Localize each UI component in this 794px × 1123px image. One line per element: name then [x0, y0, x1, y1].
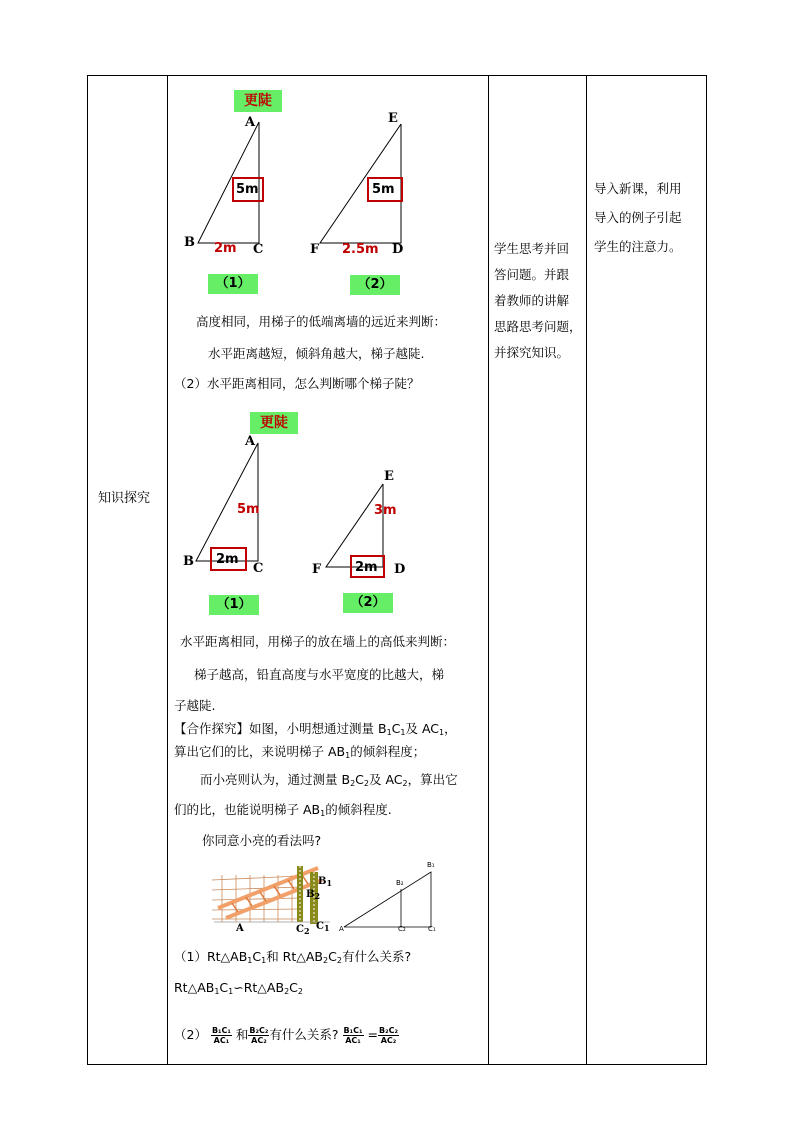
- intent-line: 导入新课，利用: [594, 181, 682, 196]
- paragraph: 水平距离越短，倾斜角越大，梯子越陡.: [208, 346, 425, 361]
- question-1: $(1)Rt\triangle AB_1C_1$和 $Rt\triangle AB_2C_2$有什么关系?: [174, 949, 412, 965]
- steeper-label: 更陡: [234, 90, 282, 112]
- similar-triangles: [344, 872, 431, 927]
- intent-line: 学生的注意力。: [594, 239, 682, 254]
- diagram-label: B₂: [396, 879, 404, 887]
- paragraph: 高度相同，用梯子的低端离墙的远近来判断：: [196, 314, 447, 329]
- photo-label: A: [236, 923, 244, 934]
- point-label: D: [392, 242, 404, 257]
- diagram-label: A: [339, 925, 344, 933]
- paragraph: 子越陡.: [174, 698, 216, 713]
- height-value: 5m: [237, 502, 260, 517]
- photo-label: $B_2$: [306, 889, 321, 901]
- base-value: 2m: [214, 241, 237, 256]
- coop-line-4: 们的比，也能说明梯子 $AB_1$的倾斜程度.: [174, 802, 392, 818]
- intent-line: 导入的例子引起: [594, 210, 682, 225]
- student-line: 学生思考并回: [494, 241, 570, 256]
- point-label: D: [394, 562, 406, 577]
- base-value: 2m: [355, 560, 378, 575]
- paragraph: 水平距离相同，用梯子的放在墙上的高低来判断：: [180, 634, 456, 649]
- fraction: $\frac{\text{B₂C₂}}{\text{AC₂}}$: [249, 1026, 269, 1045]
- figure-caption: （1）: [208, 274, 258, 294]
- fraction: $\frac{\text{B₁C₁}}{\text{AC₁}}$: [211, 1026, 231, 1045]
- question-2: （2） $\frac{\text{B₁C₁}}{\text{AC₁}}$ 和 $\frac{\text{B₂C₂}}{\text{AC₂}}$ 有什么关系? $\frac{\text{B₁C₁}}{\text{AC₁}}$ = $\frac{\text{B₂C₂}}{\text{AC₂}}$: [174, 1026, 398, 1045]
- coop-line-2: 算出它们的比，来说明梯子 $AB_1$的倾斜程度；: [174, 744, 426, 760]
- point-label: F: [312, 562, 322, 577]
- student-line: 着教师的讲解: [494, 293, 570, 308]
- figure-caption: （2）: [350, 275, 400, 295]
- base-value: 2.5m: [342, 242, 379, 257]
- fraction: $\frac{\text{B₂C₂}}{\text{AC₂}}$: [378, 1026, 398, 1045]
- point-label: C: [253, 242, 264, 257]
- point-label: A: [245, 434, 256, 449]
- question: 你同意小亮的看法吗?: [202, 833, 322, 848]
- photo-label: $C_1$: [316, 921, 330, 933]
- paragraph: 梯子越高，铅直高度与水平宽度的比越大，梯: [194, 667, 445, 682]
- photo-label: $B_1$: [318, 876, 333, 888]
- base-value: 2m: [216, 552, 239, 567]
- point-label: F: [310, 242, 320, 257]
- fraction: $\frac{\text{B₁C₁}}{\text{AC₁}}$: [343, 1026, 363, 1045]
- point-label: B: [183, 554, 194, 569]
- point-label: B: [184, 235, 195, 250]
- student-line: 思路思考问题，: [494, 319, 582, 334]
- height-value: 5m: [236, 182, 259, 197]
- student-line: 并探究知识。: [494, 345, 570, 360]
- coop-line-3: 而小亮则认为，通过测量 $B_2C_2$及 $AC_2$，算出它: [200, 772, 458, 788]
- figure-caption: （1）: [209, 595, 259, 615]
- diagram-label: C₁: [428, 925, 436, 933]
- photo-label: $C_2$: [296, 924, 310, 936]
- height-value: 5m: [372, 182, 395, 197]
- steeper-label: 更陡: [250, 412, 298, 434]
- section-label: 知识探究: [98, 491, 151, 506]
- answer-1: $Rt\triangle AB_1C_1∽Rt\triangle AB_2C_2$: [174, 980, 303, 996]
- figure-caption: （2）: [343, 593, 393, 613]
- point-label: E: [384, 469, 394, 484]
- diagram-label: B₁: [427, 861, 435, 869]
- paragraph: （2）水平距离相同，怎么判断哪个梯子陡？: [174, 376, 420, 391]
- student-line: 答问题。并跟: [494, 267, 570, 282]
- point-label: A: [245, 115, 256, 130]
- height-value: 3m: [374, 503, 397, 518]
- coop-line-1: 【合作探究】如图，小明想通过测量 $B_1C_1$及 $AC_1$，: [174, 721, 457, 737]
- point-label: C: [253, 561, 264, 576]
- diagram-label: C₂: [398, 925, 406, 933]
- point-label: E: [388, 111, 398, 126]
